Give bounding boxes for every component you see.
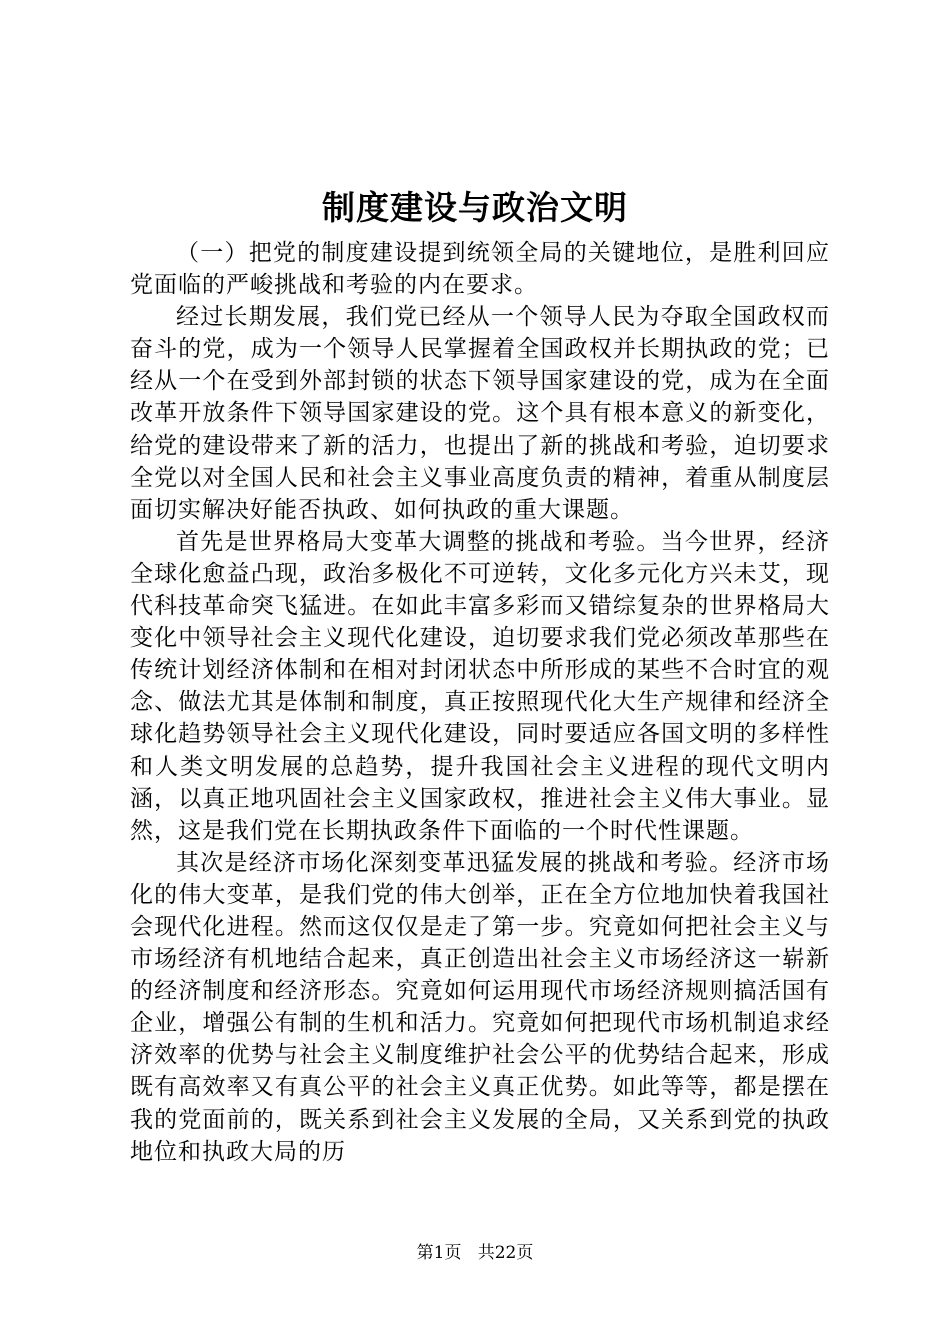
page-footer (0, 1241, 950, 1265)
document-body (130, 237, 830, 1168)
paragraph-1: （一）把党的制度建设提到统领全局的关键地位，是胜利回应党面临的严峻挑战和考验的内在要求。 (130, 240, 830, 299)
document-title: 制度建设与政治文明 (322, 188, 628, 227)
page-number: 第1页 (416, 1243, 462, 1263)
paragraph-2: 经过长期发展，我们党已经从一个领导人民为夺取全国政权而奋斗的党，成为一个领导人民掌握着全国政权并长期执政的党；已经从一个在受到外部封锁的状态下领导国家建设的党，成为在全面改革开放条件下领导国家建设的党。这个具有根本意义的新变化，给党的建设带来了新的活力，也提出了新的挑战和考验，迫切要求全党以对全国人民和社会主义事业高度负责的精神，着重从制度层面切实解决好能否执政、如何执政的重大课题。 (130, 304, 830, 523)
footer-separator (467, 1243, 472, 1263)
paragraph-4: 其次是经济市场化深刻变革迅猛发展的挑战和考验。经济市场化的伟大变革，是我们党的伟大创举，正在全方位地加快着我国社会现代化进程。然而这仅仅是走了第一步。究竟如何把社会主义与市场经济有机地结合起来，真正创造出社会主义市场经济这一崭新的经济制度和经济形态。究竟如何运用现代市场经济规则搞活国有企业，增强公有制的生机和活力。究竟如何把现代市场机制追求经济效率的优势与社会主义制度维护社会公平的优势结合起来，形成既有高效率又有真公平的社会主义真正优势。如此等等，都是摆在我的党面前的，既关系到社会主义发展的全局，又关系到党的执政地位和执政大局的历 (130, 849, 830, 1165)
paragraph-3: 首先是世界格局大变革大调整的挑战和考验。当今世界，经济全球化愈益凸现，政治多极化不可逆转，文化多元化方兴未艾，现代科技革命突飞猛进。在如此丰富多彩而又错综复杂的世界格局大变化中领导社会主义现代化建设，迫切要求我们党必须改革那些在传统计划经济体制和在相对封闭状态中所形成的某些不合时宜的观念、做法尤其是体制和制度，真正按照现代化大生产规律和经济全球化趋势领导社会主义现代化建设，同时要适应各国文明的多样性和人类文明发展的总趋势，提升我国社会主义进程的现代文明内涵，以真正地巩固社会主义国家政权，推进社会主义伟大事业。显然，这是我们党在长期执政条件下面临的一个时代性课题。 (130, 528, 830, 844)
total-pages: 共22页 (477, 1243, 534, 1263)
